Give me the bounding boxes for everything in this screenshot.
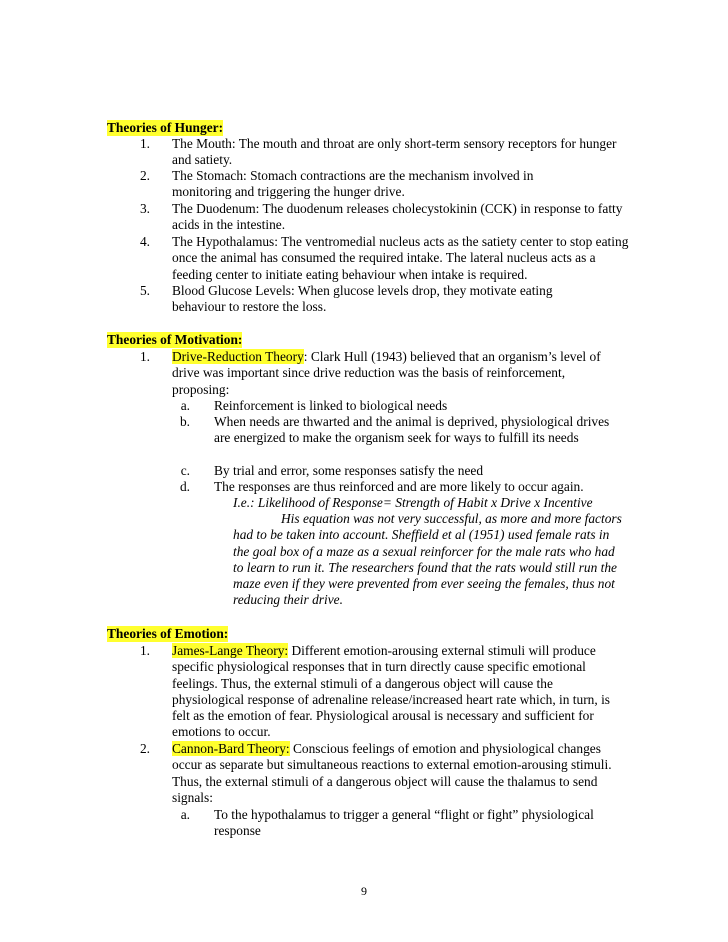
list-item-text: By trial and error, some responses satisfy the need xyxy=(214,463,484,478)
list-letter: c. xyxy=(180,463,190,478)
theory-label-james-lange: James-Lange Theory: xyxy=(172,643,289,658)
list-letter: a. xyxy=(180,807,190,822)
list-item-text: The Stomach: Stomach contractions are the mechanism involved in monitoring and triggering the hunger drive. xyxy=(172,168,534,200)
list-item-text xyxy=(172,349,620,398)
drive-theory-note: His equation was not very successful, as more and more factors had to be taken into account. Sheffield et al (1951) used female rats in the goal box of a maze as a sexual reinforcer for the male rats who had to learn to run it. The researchers found that the rats would still run the maze even if they were prevented from ever seeing the females, thus not reducing their drive. xyxy=(233,511,622,608)
list-number: 2. xyxy=(139,168,150,183)
list-number: 4. xyxy=(139,234,150,249)
theory-description: Conscious feelings of emotion and physiological changes occur as separate but simultaneous reactions to external emotion-arousing stimuli. Thus, the external stimuli of a dangerous object will cause the thalamus to send signals: xyxy=(172,741,612,805)
list-number: 1. xyxy=(139,349,150,364)
theory-description: Different emotion-arousing external stimuli will produce specific physiological responses that in turn directly cause specific emotional feelings. Thus, the external stimuli of a dangerous object will cause the physiological response of adrenaline release/increased heart rate which, in turn, is felt as the emotion of fear. Physiological arousal is necessary and sufficient for emotions to occur. xyxy=(172,643,611,740)
list-number: 3. xyxy=(139,201,150,216)
list-item-text: The responses are thus reinforced and are more likely to occur again. xyxy=(214,479,584,494)
hunger-heading: Theories of Hunger: xyxy=(107,120,224,135)
drive-formula: I.e.: Likelihood of Response= Strength of Habit x Drive x Incentive xyxy=(233,495,593,510)
list-number: 5. xyxy=(139,283,150,298)
theory-label-cannon-bard: Cannon-Bard Theory: xyxy=(172,741,290,756)
list-number: 2. xyxy=(139,741,150,756)
list-letter: d. xyxy=(179,479,190,494)
theory-description: : Clark Hull (1943) believed that an organism’s level of drive was important since drive reduction was the basis of reinforcement, proposing: xyxy=(172,349,601,397)
list-item-text: The Hypothalamus: The ventromedial nucleus acts as the satiety center to stop eating once the animal has consumed the required intake. The lateral nucleus acts as a feeding center to initiate eating behaviour when intake is required. xyxy=(172,234,629,282)
list-item-text xyxy=(172,643,627,741)
list-item-text: When needs are thwarted and the animal is deprived, physiological drives are energized to make the organism seek for ways to fulfill its needs xyxy=(214,414,610,446)
list-letter: a. xyxy=(180,398,190,413)
motivation-heading: Theories of Motivation: xyxy=(107,332,243,347)
emotion-heading: Theories of Emotion: xyxy=(107,626,229,641)
list-number: 1. xyxy=(139,136,150,151)
list-item-text: Reinforcement is linked to biological needs xyxy=(214,398,448,413)
list-item-text xyxy=(172,741,622,806)
list-item-text: The Mouth: The mouth and throat are only short-term sensory receptors for hunger and satiety. xyxy=(172,136,617,168)
page-number: 9 xyxy=(361,884,367,898)
list-number: 1. xyxy=(139,643,150,658)
theory-label-drive-reduction: Drive-Reduction Theory xyxy=(172,349,304,364)
list-item-text: Blood Glucose Levels: When glucose levels drop, they motivate eating behaviour to restore the loss. xyxy=(172,283,553,315)
list-item-text: The Duodenum: The duodenum releases cholecystokinin (CCK) in response to fatty acids in the intestine. xyxy=(172,201,623,233)
list-letter: b. xyxy=(179,414,190,429)
list-item-text: To the hypothalamus to trigger a general “flight or fight” physiological response xyxy=(214,807,594,839)
